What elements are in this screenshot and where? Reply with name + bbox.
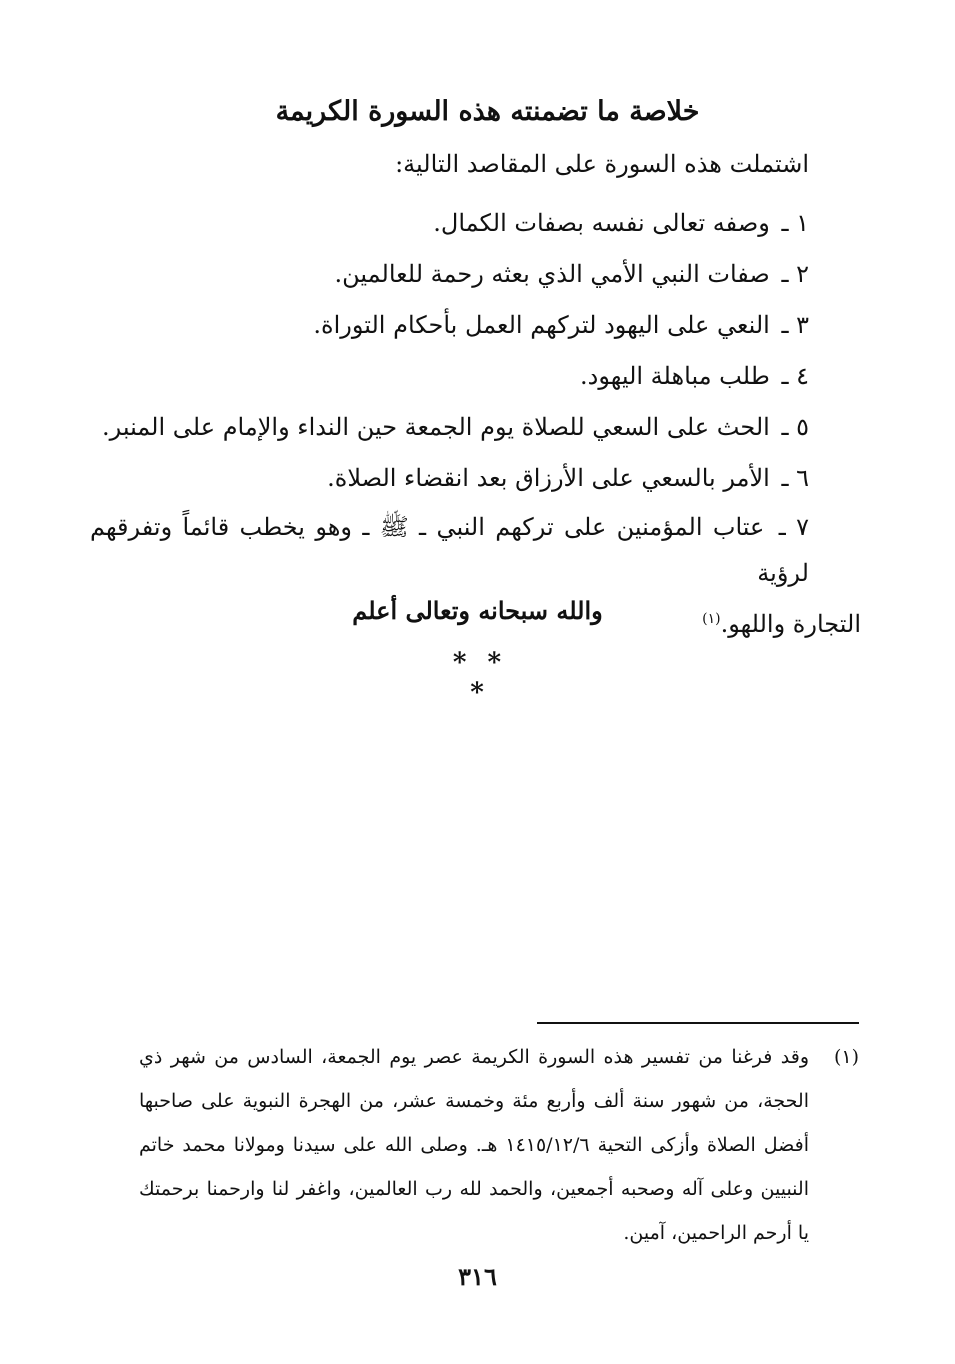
list-item [90,198,809,249]
footnote-divider [537,1022,859,1024]
item-text: طلب مباهلة اليهود. [580,362,770,390]
footnote-reference: (١) [702,611,721,627]
item-number: ٤ ـ [781,362,809,390]
list-item [90,300,809,351]
footnote-marker: (١) [833,1046,859,1068]
page-title: خلاصة ما تضمنته هذه السورة الكريمة [275,96,700,127]
item-number: ٣ ـ [781,311,809,339]
section-separator: * * * [452,648,508,708]
list-item [90,402,809,453]
continuation-text: التجارة واللهو. [720,610,861,638]
item-text: صفات النبي الأمي الذي بعثه رحمة للعالمين. [334,260,770,288]
item-number: ٧ ـ [778,513,809,541]
list-item [90,249,809,300]
item-number: ٢ ـ [781,260,809,288]
item-text: النعي على اليهود لتركهم العمل بأحكام التوراة. [313,311,770,339]
objectives-list [90,198,861,647]
intro-paragraph: اشتملت هذه السورة على المقاصد التالية: [395,150,809,178]
item-text: وصفه تعالى نفسه بصفات الكمال. [433,209,770,237]
page-number: ٣١٦ [458,1262,497,1291]
list-item [90,504,861,647]
item-text: الحث على السعي للصلاة يوم الجمعة حين النداء والإمام على المنبر. [101,413,770,441]
item-text: الأمر بالسعي على الأرزاق بعد انقضاء الصلاة. [327,464,770,492]
item-text: عتاب المؤمنين على تركهم النبي ـ ﷺ ـ وهو يخطب قائماً وتفرقهم لرؤية [90,513,809,587]
item-number: ٥ ـ [781,413,809,441]
list-item [90,351,809,402]
item-number: ١ ـ [781,209,809,237]
item-number: ٦ ـ [781,464,809,492]
list-item [90,453,809,504]
closing-phrase: والله سبحانه وتعالى أعلم [352,596,603,625]
footnote-text: وقد فرغنا من تفسير هذه السورة الكريمة عصر يوم الجمعة، السادس من شهر ذي الحجة، من شهور سنة ألف وأربع مئة وخمسة عشر، من الهجرة النبوية على صاحبها أفضل الصلاة وأزكى التحية ١٤١٥/١٢/٦ هـ. وصلى الله على سيدنا ومولانا محمد خاتم النبيين وعلى آله وصحبه أجمعين، والحمد لله رب العالمين، واغفر لنا وارحمنا برحمتك يا أرحم الراحمين، آمين. [139,1046,809,1244]
